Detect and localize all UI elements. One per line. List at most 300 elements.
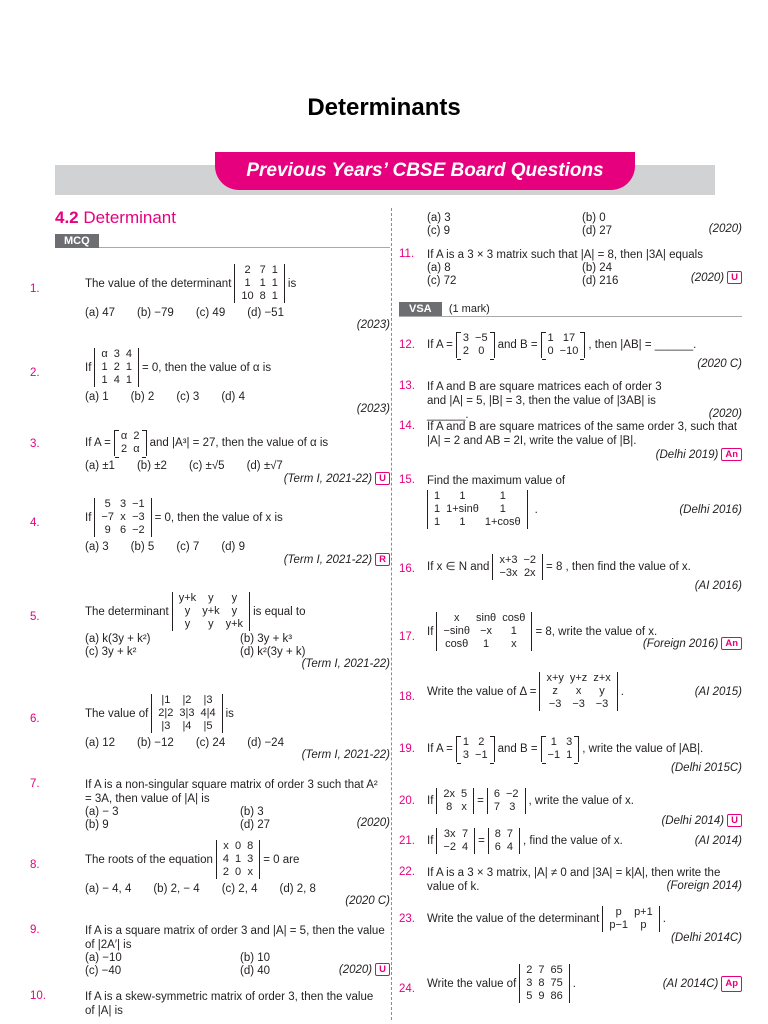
question-text: If A is a 3 × 3 matrix such that |A| = 8, then |3A| equals	[427, 249, 703, 261]
matrix-entry: −2	[505, 788, 519, 800]
text: If	[85, 361, 92, 374]
banner-text: Previous Years’ CBSE Board Questions	[246, 160, 604, 181]
source: (Delhi 2015C)	[671, 762, 742, 774]
text: , write the value of x.	[528, 795, 634, 807]
options	[85, 541, 390, 553]
question-text: If 3x 7 −2 4 = 8 7 6 4 , find the value of x. (AI 2014)	[427, 828, 742, 853]
text: Write the value of the determinant	[427, 913, 600, 925]
difficulty-badge: An	[721, 448, 742, 461]
source	[397, 448, 742, 461]
matrix-entry: 3	[526, 977, 533, 989]
source-text: (Foreign 2016)	[642, 638, 719, 650]
determinant	[492, 554, 543, 580]
determinant	[519, 964, 570, 1003]
question-text: Find the maximum value of	[427, 475, 566, 487]
matrix-entry: −3	[572, 698, 585, 710]
mcq-bar	[55, 234, 390, 248]
matrix-entry: 4	[222, 853, 229, 865]
option: (d) 27	[240, 819, 271, 831]
matrix-entry: α	[101, 348, 108, 360]
matrix-entry: 1	[125, 361, 132, 373]
question-text	[85, 592, 390, 631]
matrix-entry: 1+sinθ	[446, 503, 479, 515]
matrix-entry: |2	[182, 694, 192, 706]
options	[85, 307, 390, 319]
matrix-entry: 4|4	[200, 707, 216, 719]
matrix-entry: −sinθ	[443, 625, 470, 637]
options	[85, 633, 390, 658]
question-17	[397, 612, 742, 650]
question-6	[30, 694, 390, 761]
text: , find the value of x.	[523, 835, 623, 847]
question-text: If A is a square matrix of order 3 and |A| = 5, then the value of |2A′| is	[85, 925, 385, 951]
determinant	[234, 264, 285, 303]
text: = 0, then the value of α is	[142, 361, 272, 374]
source: (AI 2015)	[694, 685, 742, 698]
question-14	[397, 420, 742, 461]
question-text: Write the value of Δ = x+y y+z z+x z x y −3 −3 −3 . (AI 2015)	[427, 672, 742, 710]
question-2	[30, 348, 390, 415]
option: (a) 12	[85, 737, 116, 749]
question-number: 24.	[399, 983, 415, 995]
option: (c) 7	[176, 541, 200, 553]
matrix-entry: −2	[132, 524, 145, 536]
options	[85, 460, 390, 472]
question-number: 13.	[399, 380, 415, 392]
matrix-entry: 4	[113, 374, 120, 386]
difficulty-badge: U	[375, 472, 390, 485]
option: (c) −40	[85, 965, 122, 977]
source: (Foreign 2014)	[666, 880, 742, 892]
matrix-entry: 1	[244, 277, 251, 289]
matrix-entry: 9	[104, 524, 111, 536]
matrix-entry: −3	[595, 698, 609, 710]
matrix-entry: 1+cosθ	[484, 516, 521, 528]
option: (b) 10	[240, 952, 271, 964]
matrix-entry: 65	[550, 964, 563, 976]
difficulty-badge: Ap	[721, 976, 742, 992]
text: , then |AB| = ______.	[588, 339, 697, 351]
matrix-entry: sinθ	[476, 612, 497, 624]
difficulty-badge: U	[727, 271, 742, 284]
source-text: (2020)	[690, 272, 725, 284]
matrix-entry: 1	[434, 503, 441, 515]
matrix-entry: 8	[446, 801, 453, 813]
matrix-entry: α	[133, 443, 140, 455]
matrix-entry: 1	[566, 749, 573, 761]
source: (2020 C)	[697, 358, 742, 370]
option: (d) 40	[240, 965, 271, 977]
source-text: (Term I, 2021-22)	[283, 473, 373, 485]
matrix-entry: 1	[434, 490, 441, 502]
question-10-options	[397, 212, 742, 235]
matrix-entry: |5	[203, 720, 213, 732]
source: (AI 2016)	[694, 580, 742, 592]
matrix-entry: y	[184, 605, 191, 617]
source-text: (Delhi 2014)	[661, 815, 725, 827]
matrix-entry: −1	[547, 749, 561, 761]
question-text: Write the value of 2 7 65 3 8 75 5 9 86 . (AI 2014C) Ap	[427, 964, 742, 1003]
option: (a) 47	[85, 307, 116, 319]
matrix-entry: x+3	[499, 554, 518, 566]
matrix-entry: x+y	[546, 672, 564, 684]
matrix-entry: cosθ	[445, 638, 469, 650]
matrix-entry: 1	[235, 853, 242, 865]
determinant-b	[488, 828, 520, 854]
option: (d) ±√7	[246, 460, 283, 472]
matrix-entry: 6	[119, 524, 127, 536]
option: (b) 5	[130, 541, 155, 553]
source	[30, 472, 390, 485]
text: Write the value of Δ =	[427, 685, 537, 698]
text: If	[427, 625, 434, 638]
matrix-entry: 2	[526, 964, 533, 976]
option: (b) 3	[240, 806, 264, 818]
matrix-a	[456, 332, 495, 358]
question-number: 6.	[30, 713, 40, 725]
text: The determinant	[85, 605, 169, 618]
matrix-entry: −3x	[499, 567, 518, 579]
matrix-entry: 1	[271, 264, 278, 276]
question-text	[427, 554, 742, 580]
source: (AI 2014)	[694, 835, 742, 847]
question-number: 11.	[399, 248, 415, 260]
question-number: 22.	[399, 866, 415, 878]
matrix-entry: x	[223, 840, 229, 852]
matrix-entry: 1	[101, 374, 108, 386]
source-text: (2020)	[338, 964, 373, 976]
option: (a) k(3y + k²)	[85, 633, 151, 645]
left-column	[30, 208, 390, 1020]
question-text	[427, 332, 742, 358]
text: If A =	[427, 743, 453, 755]
matrix-entry: 1	[499, 503, 506, 515]
matrix-entry: x	[247, 866, 253, 878]
option: (d) 9	[221, 541, 245, 553]
text: If x ∈ N and	[427, 561, 490, 573]
question-text: If A and B are square matrices of the same order 3, such that |A| = 2 and AB = 2I, write the value of |B|.	[427, 421, 738, 447]
option: (d) k²(3y + k)	[240, 646, 306, 658]
matrix-entry: 7	[461, 828, 469, 840]
source: (Term I, 2021-22)	[301, 658, 390, 670]
question-15	[397, 474, 742, 529]
matrix-entry: 3	[462, 749, 470, 761]
question-4	[30, 498, 390, 566]
matrix-entry: 8	[259, 290, 266, 302]
option: (c) 49	[195, 307, 226, 319]
option: (c) ±√5	[188, 460, 225, 472]
matrix-entry: 1	[101, 361, 108, 373]
matrix-entry: 2|2	[158, 707, 174, 719]
matrix-entry: y	[184, 618, 191, 630]
matrix-entry: −1	[475, 749, 488, 761]
question-text	[427, 736, 742, 762]
matrix-entry: 0	[235, 866, 242, 878]
question-number: 17.	[399, 631, 415, 643]
matrix-entry: 2	[478, 736, 485, 748]
matrix-entry: 1	[462, 736, 470, 748]
matrix-entry: 3	[119, 498, 127, 510]
banner	[55, 152, 715, 196]
question-3	[30, 430, 390, 485]
matrix-entry: −3	[132, 511, 145, 523]
source: (2023)	[356, 403, 390, 415]
question-number: 9.	[30, 924, 40, 936]
matrix-entry: x	[511, 638, 517, 650]
option: (a) 3	[427, 212, 451, 224]
question-8	[30, 840, 390, 907]
matrix-entry: 7	[506, 828, 514, 840]
matrix-entry: 75	[550, 977, 563, 989]
text: = 0, then the value of x is	[154, 511, 283, 524]
option: (a) −10	[85, 952, 122, 964]
question-text	[85, 348, 390, 387]
question-21	[397, 828, 742, 854]
matrix-entry: 2x	[443, 788, 456, 800]
option: (a) 3	[85, 541, 109, 553]
determinant	[436, 612, 532, 651]
option: (d) 2, 8	[279, 883, 316, 895]
matrix-entry: 17	[562, 332, 576, 344]
question-7	[30, 778, 390, 829]
matrix-entry: 1	[459, 516, 466, 528]
question-number: 14.	[399, 420, 415, 432]
matrix-entry: 2	[244, 264, 251, 276]
matrix-b	[541, 332, 586, 358]
matrix-entry: 5	[461, 788, 468, 800]
question-number: 19.	[399, 743, 415, 755]
question-18	[397, 672, 742, 711]
matrix-entry: y	[208, 618, 214, 630]
question-20	[397, 788, 742, 827]
question-text: If A is a non-singular square matrix of order 3 such that A² = 3A, then value of |A| is	[85, 779, 378, 805]
matrix-entry: |1	[161, 694, 171, 706]
question-number: 20.	[399, 795, 415, 807]
matrix-a	[456, 736, 495, 762]
matrix-entry: 5	[104, 498, 111, 510]
option: (b) −12	[137, 737, 174, 749]
options	[427, 212, 742, 237]
matrix-entry: 4	[461, 841, 469, 853]
determinant-a	[436, 828, 475, 854]
question-number: 7.	[30, 778, 40, 790]
matrix-entry: x	[461, 801, 467, 813]
matrix-entry: 8	[494, 828, 501, 840]
question-9	[30, 924, 390, 976]
question-text	[85, 264, 390, 303]
matrix-entry: 1	[483, 638, 490, 650]
question-text	[85, 498, 390, 537]
matrix-entry: cosθ	[502, 612, 526, 624]
difficulty-badge: U	[727, 814, 742, 827]
option: (b) 24	[582, 262, 613, 274]
vsa-tag: VSA	[399, 302, 442, 316]
question-19	[397, 736, 742, 774]
matrix-entry: −2	[443, 841, 456, 853]
matrix-entry: α	[120, 430, 128, 442]
question-text: If A is a skew-symmetric matrix of order 3, then the value of |A| is	[85, 991, 374, 1017]
difficulty-badge: An	[721, 637, 742, 650]
matrix-entry: 3	[462, 332, 470, 344]
matrix-entry: 10	[241, 290, 254, 302]
matrix-entry: p+1	[634, 906, 653, 918]
determinant	[539, 672, 617, 711]
question-13	[397, 380, 742, 420]
matrix-entry: y	[231, 605, 238, 617]
matrix-entry: p	[640, 919, 647, 931]
determinant	[602, 906, 659, 932]
source	[663, 976, 742, 992]
option: (b) 3y + k³	[240, 633, 293, 645]
text: = 8 , then find the value of x.	[546, 561, 691, 573]
matrix-entry: 2	[133, 430, 140, 442]
question-text: If A and B are square matrices each of order 3 and |A| = 5, |B| = 3, then the value of |3AB| is ______.	[427, 381, 662, 421]
matrix-entry: 1	[125, 374, 132, 386]
matrix-entry: 2	[222, 866, 229, 878]
source-text: (AI 2014C)	[662, 977, 719, 990]
difficulty-badge: U	[375, 963, 390, 976]
matrix-entry: 7	[493, 801, 500, 813]
vsa-bar	[397, 302, 742, 317]
matrix-entry: −1	[132, 498, 145, 510]
matrix-entry: y	[599, 685, 605, 697]
matrix-entry: 3x	[443, 828, 456, 840]
question-11	[397, 248, 742, 287]
matrix-entry: |3	[161, 720, 171, 732]
source	[30, 553, 390, 566]
matrix-entry: −x	[480, 625, 493, 637]
matrix-entry: 2	[462, 345, 470, 357]
matrix-entry: 0	[478, 345, 485, 357]
source-text: (Term I, 2021-22)	[283, 554, 373, 566]
option: (d) −24	[247, 737, 284, 749]
text: The value of	[85, 707, 149, 720]
question-5	[30, 592, 390, 670]
options	[85, 737, 390, 749]
option: (c) 9	[427, 225, 450, 237]
matrix-entry: 6	[494, 841, 501, 853]
matrix-entry: 0	[547, 345, 554, 357]
question-expression: 1 1 1 1 1+sinθ 1 1 1 1+cosθ . (Delhi 2016)	[427, 490, 742, 529]
mcq-tag: MCQ	[55, 234, 99, 248]
option: (b) 2	[130, 391, 155, 403]
text: If	[427, 835, 434, 847]
text: and B =	[497, 743, 538, 755]
option: (d) −51	[247, 307, 284, 319]
source: (2020)	[708, 223, 742, 235]
matrix-entry: 0	[235, 840, 242, 852]
question-number: 8.	[30, 859, 40, 871]
matrix-entry: 1	[259, 277, 266, 289]
question-number: 1.	[30, 283, 40, 295]
matrix-entry: 4	[125, 348, 132, 360]
question-text: If A is a 3 × 3 matrix, |A| ≠ 0 and |3A| = k|A|, then write the value of k.	[427, 867, 721, 893]
source: (2020)	[356, 817, 390, 829]
text: If A =	[85, 437, 111, 449]
option: (a) ±1	[85, 460, 115, 472]
matrix-entry: 1	[510, 625, 517, 637]
matrix-entry: 8	[538, 977, 545, 989]
text: is	[225, 707, 234, 720]
question-number: 21.	[399, 835, 415, 847]
text: , write the value of |AB|.	[582, 743, 704, 755]
difficulty-badge: R	[375, 553, 390, 566]
text: The roots of the equation	[85, 853, 213, 866]
determinant	[151, 694, 222, 733]
section-number: 4.2	[55, 208, 79, 227]
vsa-marks: (1 mark)	[448, 303, 490, 315]
source: (2020)	[708, 408, 742, 420]
question-24	[397, 964, 742, 1003]
option: (b) 9	[85, 819, 109, 831]
matrix-entry: x	[453, 612, 460, 624]
matrix-entry: y+k	[202, 605, 220, 617]
text: and B =	[497, 339, 538, 351]
matrix-entry: 1	[459, 490, 466, 502]
matrix-entry: 7	[538, 964, 545, 976]
determinant	[94, 498, 151, 537]
source-text: (Delhi 2019)	[655, 449, 719, 461]
question-number: 3.	[30, 438, 40, 450]
question-text	[85, 430, 390, 456]
matrix-entry: |4	[182, 720, 192, 732]
source: (2023)	[356, 319, 390, 331]
matrix-entry: z+x	[593, 672, 611, 684]
text: is equal to	[253, 605, 306, 618]
matrix-entry: 5	[526, 990, 533, 1002]
matrix-entry: 1	[271, 290, 278, 302]
matrix-entry: 1	[434, 516, 441, 528]
text: = 8, write the value of x.	[535, 625, 658, 638]
matrix-entry: 86	[550, 990, 563, 1002]
option: (a) 1	[85, 391, 109, 403]
text: The value of the determinant	[85, 277, 232, 290]
matrix-entry: 9	[538, 990, 545, 1002]
matrix-entry: 2	[113, 361, 120, 373]
matrix-entry: y+k	[225, 618, 244, 630]
option: (d) 27	[582, 225, 613, 237]
matrix-entry: 1	[547, 332, 554, 344]
determinant	[216, 840, 260, 879]
matrix-entry: −7	[101, 511, 114, 523]
page-title: Determinants	[307, 94, 461, 121]
option: (a) − 3	[85, 806, 119, 818]
determinant-a	[436, 788, 474, 814]
option: (c) 72	[427, 275, 457, 287]
question-1	[30, 264, 390, 331]
options	[85, 883, 390, 895]
text: is	[287, 277, 297, 290]
question-text: Write the value of the determinant p p+1 p−1 p .	[427, 906, 666, 931]
matrix-entry: −10	[559, 345, 579, 357]
column-divider	[391, 208, 392, 1020]
matrix-entry: 3	[247, 853, 254, 865]
section-title: Determinant	[83, 208, 176, 227]
matrix-entry: |3	[203, 694, 213, 706]
vsa-bar-line	[399, 302, 742, 317]
text: Write the value of	[427, 977, 517, 990]
option: (c) 3y + k²	[85, 646, 137, 658]
matrix-entry: y	[208, 592, 214, 604]
text: = 0 are	[263, 853, 300, 866]
matrix-entry: y	[231, 592, 238, 604]
matrix-entry: 1	[550, 736, 557, 748]
option: (b) 2, − 4	[153, 883, 200, 895]
matrix-entry: x	[575, 685, 582, 697]
matrix-entry: 6	[493, 788, 500, 800]
matrix-entry: 2x	[523, 567, 536, 579]
matrix-entry: 4	[506, 841, 514, 853]
